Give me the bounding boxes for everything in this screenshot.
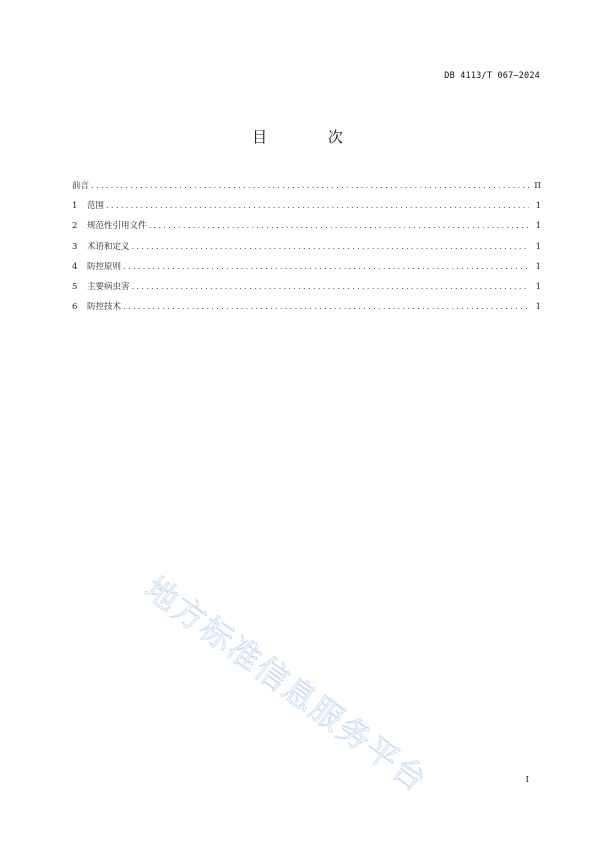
toc-label: 主要病虫害	[87, 281, 130, 292]
toc-leader	[149, 221, 529, 231]
toc-item-control-principles[interactable]	[72, 260, 541, 280]
toc-page: 1	[535, 261, 541, 272]
toc-item-normative-references[interactable]	[72, 219, 541, 239]
toc-label: 防控原则	[87, 261, 122, 272]
toc-number: 6	[72, 302, 78, 313]
toc-item-scope[interactable]	[72, 199, 541, 219]
toc-page: 1	[535, 302, 541, 313]
toc-leader	[91, 181, 529, 191]
toc-page: 1	[535, 281, 541, 292]
watermark-text: 地方标准信息服务平台	[137, 569, 436, 800]
toc-label: 范围	[87, 201, 105, 212]
page-title: 目 次	[252, 128, 371, 146]
toc-item-main-pests[interactable]	[72, 280, 541, 300]
table-of-contents	[72, 179, 541, 320]
toc-label: 防控技术	[87, 302, 122, 313]
page-number: I	[525, 775, 529, 785]
toc-item-foreword[interactable]	[72, 179, 541, 199]
toc-leader	[123, 302, 529, 312]
toc-leader	[132, 282, 529, 292]
toc-label: 前言	[72, 181, 90, 191]
toc-page: 1	[535, 221, 541, 232]
toc-leader	[132, 242, 529, 252]
document-code: DB 4113/T 067—2024	[444, 71, 540, 81]
toc-number: 3	[72, 241, 78, 252]
toc-leader	[123, 262, 529, 272]
toc-number: 4	[72, 261, 78, 272]
toc-number: 2	[72, 221, 78, 232]
toc-number: 5	[72, 281, 78, 292]
toc-leader	[106, 201, 529, 211]
toc-label: 术语和定义	[87, 241, 130, 252]
toc-number: 1	[72, 201, 78, 212]
toc-page: 1	[535, 201, 541, 212]
toc-page: 1	[535, 241, 541, 252]
toc-item-control-techniques[interactable]	[72, 300, 541, 320]
toc-page: II	[534, 181, 541, 191]
toc-label: 规范性引用文件	[87, 221, 147, 232]
toc-item-terms-definitions[interactable]	[72, 240, 541, 260]
